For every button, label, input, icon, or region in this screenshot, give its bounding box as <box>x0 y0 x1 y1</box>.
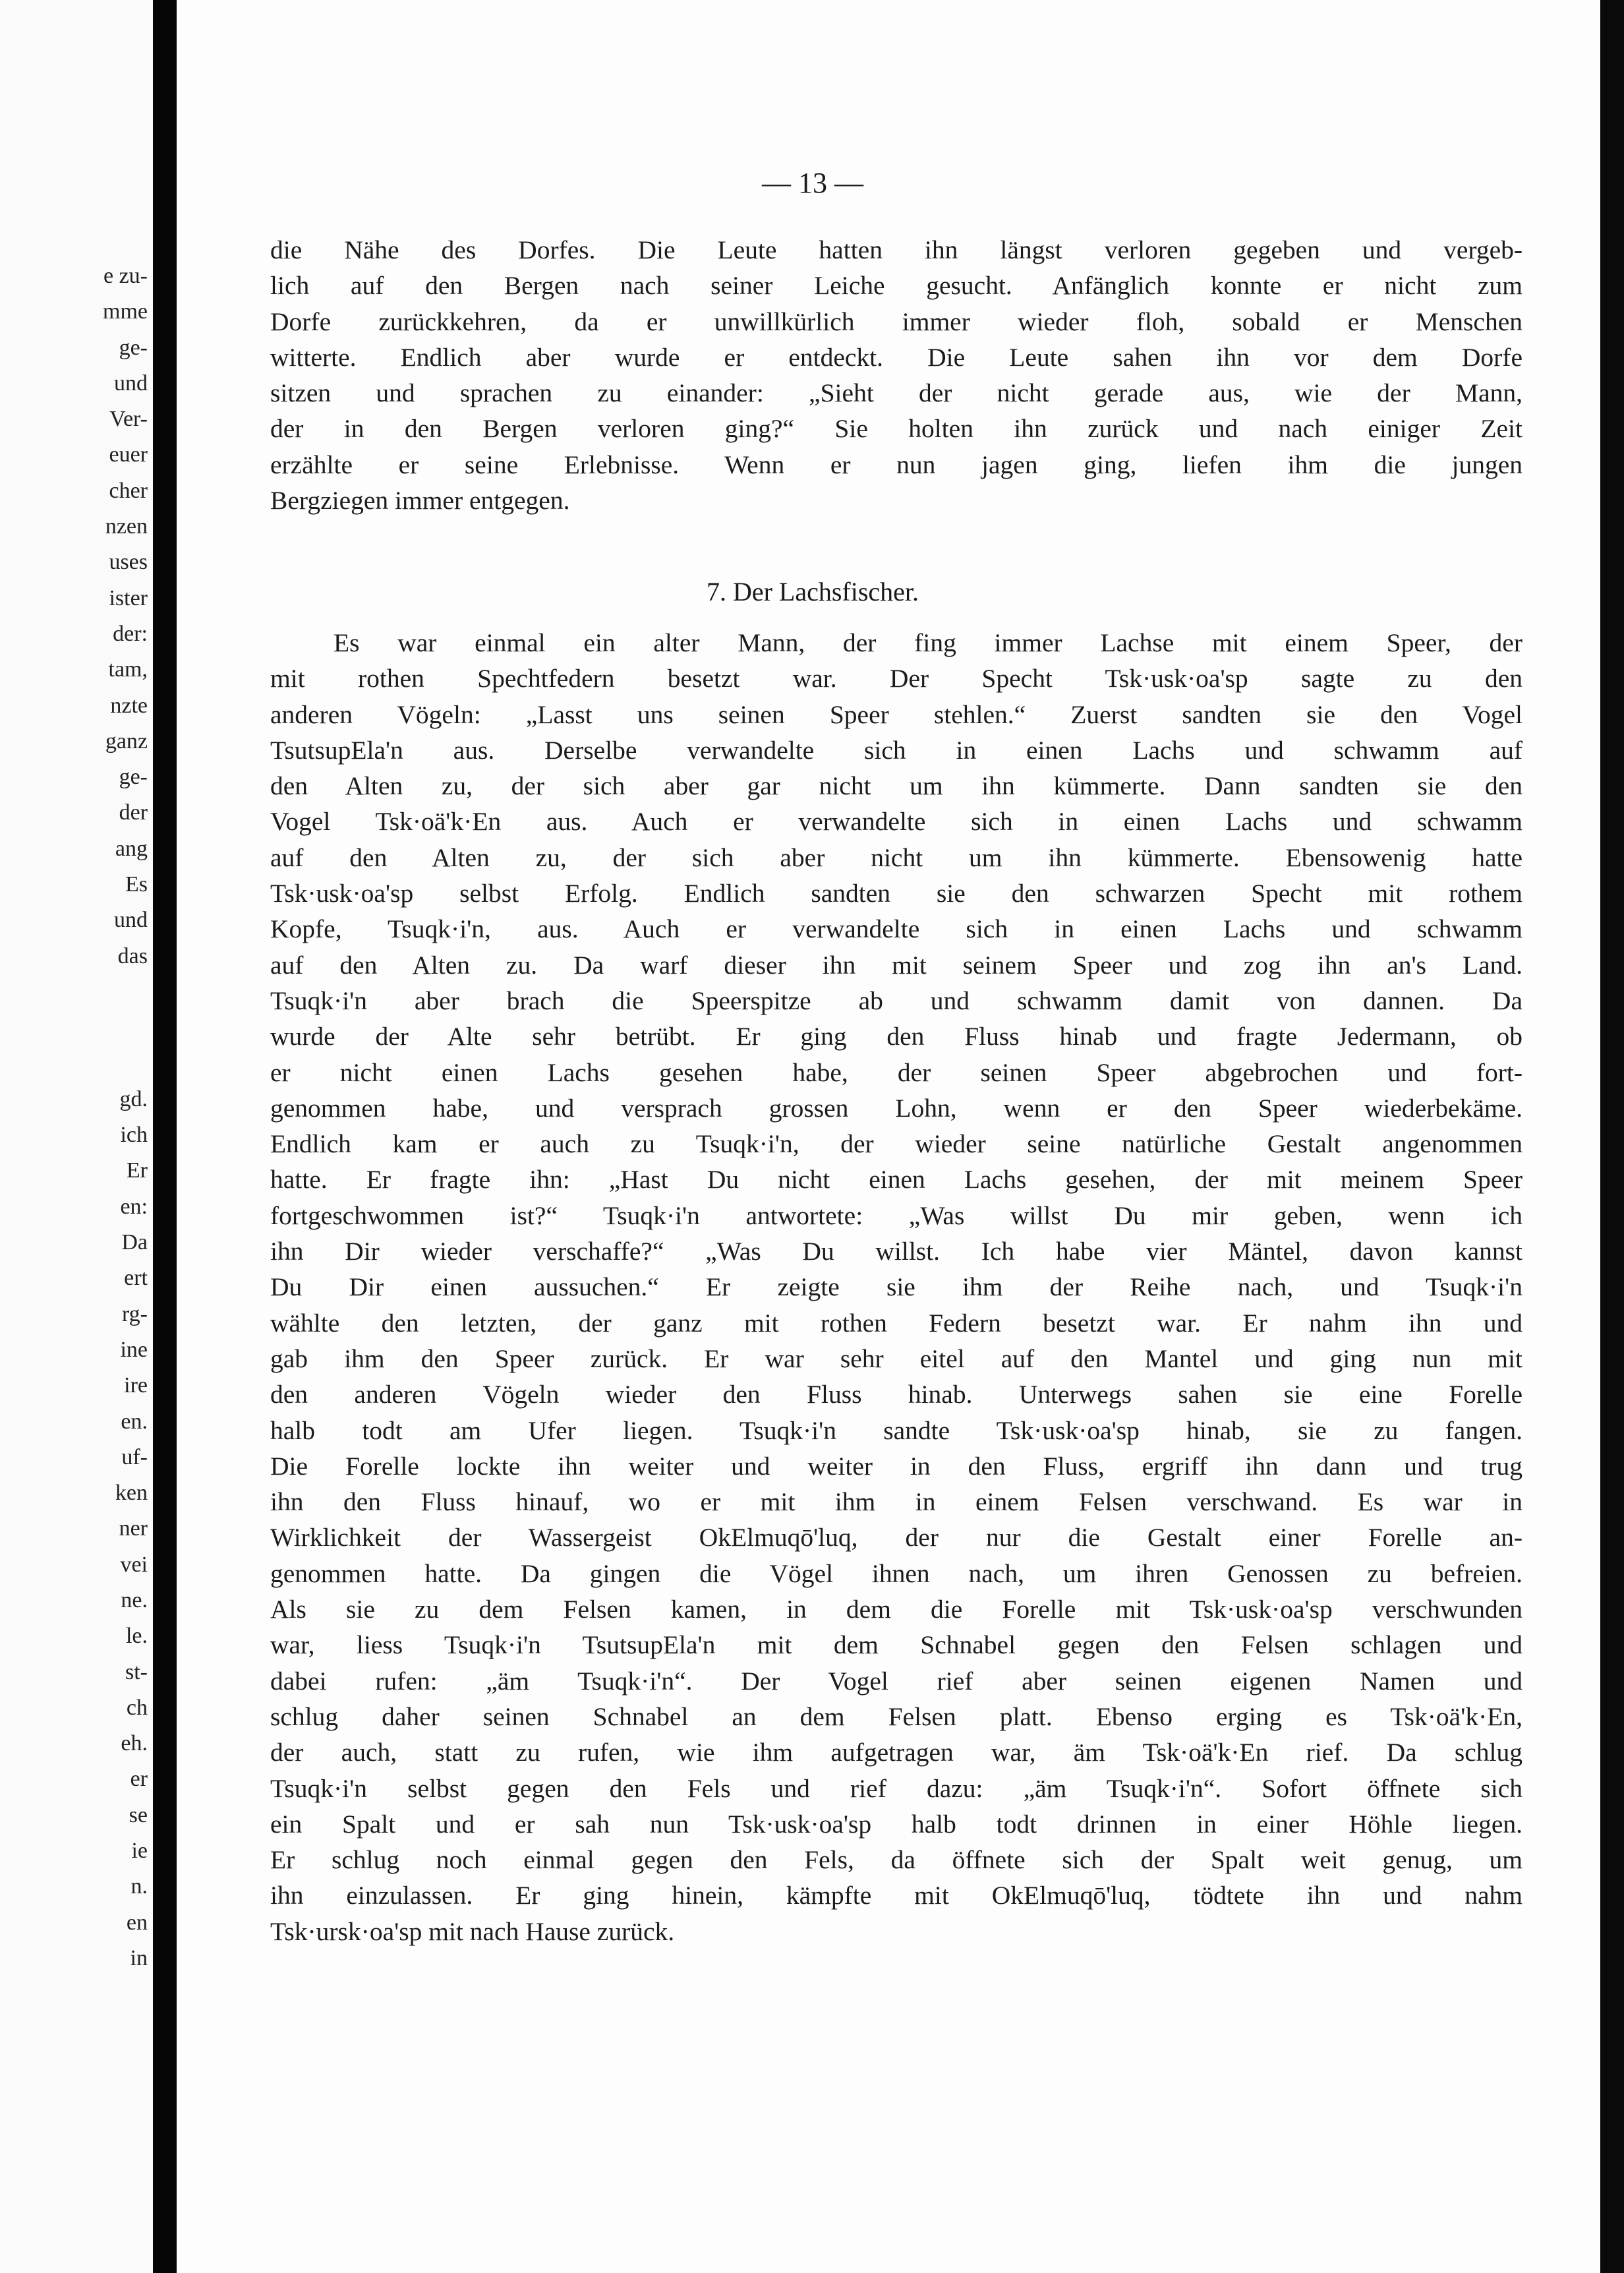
left-page-fragment: das <box>117 943 148 968</box>
left-page-fragment: en: <box>120 1194 148 1219</box>
left-page-fragment: uses <box>109 550 148 575</box>
text-line: halb todt am Ufer liegen. Tsuqk·i'n sandte Tsk·usk·oa'sp hinab, sie zu fangen. <box>270 1415 1522 1445</box>
text-line: TsutsupEla'n aus. Derselbe verwandelte sich in einen Lachs und schwamm auf <box>270 735 1522 765</box>
text-line: der auch, statt zu rufen, wie ihm aufgetragen war, äm Tsk·oä'k·En rief. Da schlug <box>270 1738 1522 1767</box>
text-line: ein Spalt und er sah nun Tsk·usk·oa'sp halb todt drinnen in einer Höhle liegen. <box>270 1809 1522 1839</box>
left-page-fragment: ich <box>120 1123 148 1148</box>
story-paragraph <box>270 625 1522 1949</box>
text-line: Es war einmal ein alter Mann, der fing immer Lachse mit einem Speer, der <box>334 628 1522 657</box>
text-line: Wirklichkeit der Wassergeist OkElmuqō'luq, der nur die Gestalt einer Forelle an- <box>270 1523 1522 1552</box>
left-page-fragment <box>0 1010 153 1046</box>
text-line: sitzen und sprachen zu einander: „Sieht der nicht gerade aus, wie der Mann, <box>270 378 1522 408</box>
text-line: wurde der Alte sehr betrübt. Er ging den Fluss hinab und fragte Jedermann, ob <box>270 1022 1522 1051</box>
left-page-fragment: st- <box>125 1659 148 1684</box>
left-page-fragment: mme <box>103 299 148 324</box>
left-page-fragment: en. <box>121 1409 148 1434</box>
left-page-fragment: en <box>126 1910 148 1935</box>
left-page-fragment: der: <box>113 621 148 646</box>
text-line: auf den Alten zu, der sich aber nicht um ihn kümmerte. Ebensowenig hatte <box>270 842 1522 872</box>
text-line: Du Dir einen aussuchen.“ Er zeigte sie ihm der Reihe nach, und Tsuqk·i'n <box>270 1272 1522 1302</box>
left-page-fragment: er <box>130 1767 148 1792</box>
left-page-fragment: ine <box>120 1337 148 1362</box>
left-page-fragment: und <box>114 908 148 933</box>
text-line: auf den Alten zu. Da warf dieser ihn mit seinem Speer und zog ihn an's Land. <box>270 950 1522 980</box>
text-line: erzählte er seine Erlebnisse. Wenn er nun jagen ging, liefen ihm die jungen <box>270 450 1522 479</box>
text-line: ihn Dir wieder verschaffe?“ „Was Du willst. Ich habe vier Mäntel, davon kannst <box>270 1237 1522 1266</box>
left-page-fragment: ne. <box>121 1587 148 1612</box>
text-line: hatte. Er fragte ihn: „Hast Du nicht einen Lachs gesehen, der mit meinem Speer <box>270 1165 1522 1195</box>
text-line: anderen Vögeln: „Lasst uns seinen Speer stehlen.“ Zuerst sandten sie den Vogel <box>270 699 1522 729</box>
text-line: Dorfe zurückkehren, da er unwillkürlich immer wieder floh, sobald er Menschen <box>270 307 1522 336</box>
text-line: witterte. Endlich aber wurde er entdeckt. Die Leute sahen ihn vor dem Dorfe <box>270 342 1522 372</box>
continuation-paragraph <box>270 232 1522 518</box>
left-page-fragment: Er <box>126 1158 148 1183</box>
text-line: Tsuqk·i'n selbst gegen den Fels und rief dazu: „äm Tsuqk·i'n“. Sofort öffnete sich <box>270 1773 1522 1803</box>
left-page-fragment: ang <box>115 836 148 861</box>
book-gutter <box>153 0 177 2273</box>
left-page-fragment: nzen <box>105 514 148 539</box>
text-line: Tsk·usk·oa'sp selbst Erfolg. Endlich sandten sie den schwarzen Specht mit rothem <box>270 879 1522 908</box>
left-page-fragment: ert <box>124 1266 148 1291</box>
left-page-fragment: eh. <box>121 1731 148 1756</box>
left-page-fragment: ganz <box>105 728 148 753</box>
left-page-fragment: ch <box>126 1695 148 1720</box>
text-line: Als sie zu dem Felsen kamen, in dem die Forelle mit Tsk·usk·oa'sp verschwunden <box>270 1595 1522 1624</box>
left-page-fragment: ner <box>119 1516 148 1541</box>
text-line: den Alten zu, der sich aber gar nicht um ihn kümmerte. Dann sandten sie den <box>270 771 1522 801</box>
left-page-fragment: Ver- <box>109 407 148 432</box>
left-page-fragment: nzte <box>110 693 148 718</box>
left-page-fragment: e zu- <box>103 264 148 288</box>
text-line: Kopfe, Tsuqk·i'n, aus. Auch er verwandelte sich in einen Lachs und schwamm <box>270 914 1522 944</box>
text-line: der in den Bergen verloren ging?“ Sie holten ihn zurück und nach einiger Zeit <box>270 414 1522 444</box>
text-line: Tsuqk·i'n aber brach die Speerspitze ab und schwamm damit von dannen. Da <box>270 986 1522 1015</box>
left-page-fragment: tam, <box>108 657 148 682</box>
page-edge-right <box>1600 0 1624 2273</box>
left-page-fragment: euer <box>109 442 148 467</box>
text-line: Bergziegen immer entgegen. <box>270 486 570 516</box>
text-line: genommen hatte. Da gingen die Vögel ihnen nach, um ihren Genossen zu befreien. <box>270 1558 1522 1588</box>
text-line: ihn einzulassen. Er ging hinein, kämpfte mit OkElmuqō'luq, tödtete ihn und nahm <box>270 1881 1522 1910</box>
left-page-fragment: Es <box>125 872 148 897</box>
left-page-fragment: le. <box>125 1624 148 1649</box>
left-page-edge <box>0 0 153 2273</box>
text-line: Er schlug noch einmal gegen den Fels, da öffnete sich der Spalt weit genug, um <box>270 1845 1522 1875</box>
left-page-fragment: und <box>114 370 148 396</box>
text-line: wählte den letzten, der ganz mit rothen Federn besetzt war. Er nahm ihn und <box>270 1308 1522 1338</box>
left-page-fragment: ge- <box>119 765 148 790</box>
left-page-fragment: ire <box>124 1373 148 1398</box>
text-line: ihn den Fluss hinauf, wo er mit ihm in einem Felsen verschwand. Es war in <box>270 1487 1522 1517</box>
left-page-fragment: ie <box>131 1839 148 1864</box>
left-page-fragment: der <box>119 800 148 825</box>
text-line: Die Forelle lockte ihn weiter und weiter in den Fluss, ergriff ihn dann und trug <box>270 1451 1522 1481</box>
text-line: den anderen Vögeln wieder den Fluss hinab. Unterwegs sahen sie eine Forelle <box>270 1380 1522 1409</box>
page-number: — 13 — <box>762 167 863 199</box>
text-line: die Nähe des Dorfes. Die Leute hatten ihn längst verloren gegeben und vergeb- <box>270 235 1522 264</box>
left-page-fragment: gd. <box>119 1086 148 1111</box>
text-line: Endlich kam er auch zu Tsuqk·i'n, der wieder seine natürliche Gestalt angenommen <box>270 1129 1522 1159</box>
text-line: genommen habe, und versprach grossen Lohn, wenn er den Speer wiederbekäme. <box>270 1093 1522 1123</box>
text-line: gab ihm den Speer zurück. Er war sehr eitel auf den Mantel und ging nun mit <box>270 1343 1522 1373</box>
text-line: war, liess Tsuqk·i'n TsutsupEla'n mit dem Schnabel gegen den Felsen schlagen und <box>270 1630 1522 1660</box>
text-line: dabei rufen: „äm Tsuqk·i'n“. Der Vogel rief aber seinen eigenen Namen und <box>270 1666 1522 1696</box>
left-page-fragment <box>0 974 153 1010</box>
left-page-fragment: in <box>130 1945 148 1970</box>
left-page-fragment: rg- <box>121 1301 148 1326</box>
left-page-fragment <box>0 1046 153 1082</box>
left-page-fragment: ken <box>115 1481 148 1506</box>
text-line: fortgeschwommen ist?“ Tsuqk·i'n antwortete: „Was willst Du mir geben, wenn ich <box>270 1200 1522 1230</box>
text-line: mit rothen Spechtfedern besetzt war. Der Specht Tsk·usk·oa'sp sagte zu den <box>270 664 1522 694</box>
left-page-fragment: uf- <box>121 1444 148 1469</box>
left-page-fragment: Da <box>121 1230 148 1255</box>
left-page-fragment: se <box>129 1802 148 1827</box>
left-page-fragment: cher <box>109 478 148 503</box>
left-page-fragment: vei <box>120 1552 148 1577</box>
text-line: lich auf den Bergen nach seiner Leiche gesucht. Anfänglich konnte er nicht zum <box>270 271 1522 301</box>
page <box>177 0 1600 2273</box>
text-line: Tsk·ursk·oa'sp mit nach Hause zurück. <box>270 1916 675 1946</box>
left-page-fragment: ister <box>109 585 148 610</box>
left-page-fragment: ge- <box>119 335 148 360</box>
section-title: 7. Der Lachsfischer. <box>706 577 919 606</box>
left-page-fragment: n. <box>130 1874 148 1899</box>
left-page-text-fragments <box>0 258 153 1976</box>
text-line: Vogel Tsk·oä'k·En aus. Auch er verwandelte sich in einen Lachs und schwamm <box>270 807 1522 837</box>
text-line: er nicht einen Lachs gesehen habe, der seinen Speer abgebrochen und fort- <box>270 1057 1522 1087</box>
text-line: schlug daher seinen Schnabel an dem Felsen platt. Ebenso erging es Tsk·oä'k·En, <box>270 1701 1522 1731</box>
